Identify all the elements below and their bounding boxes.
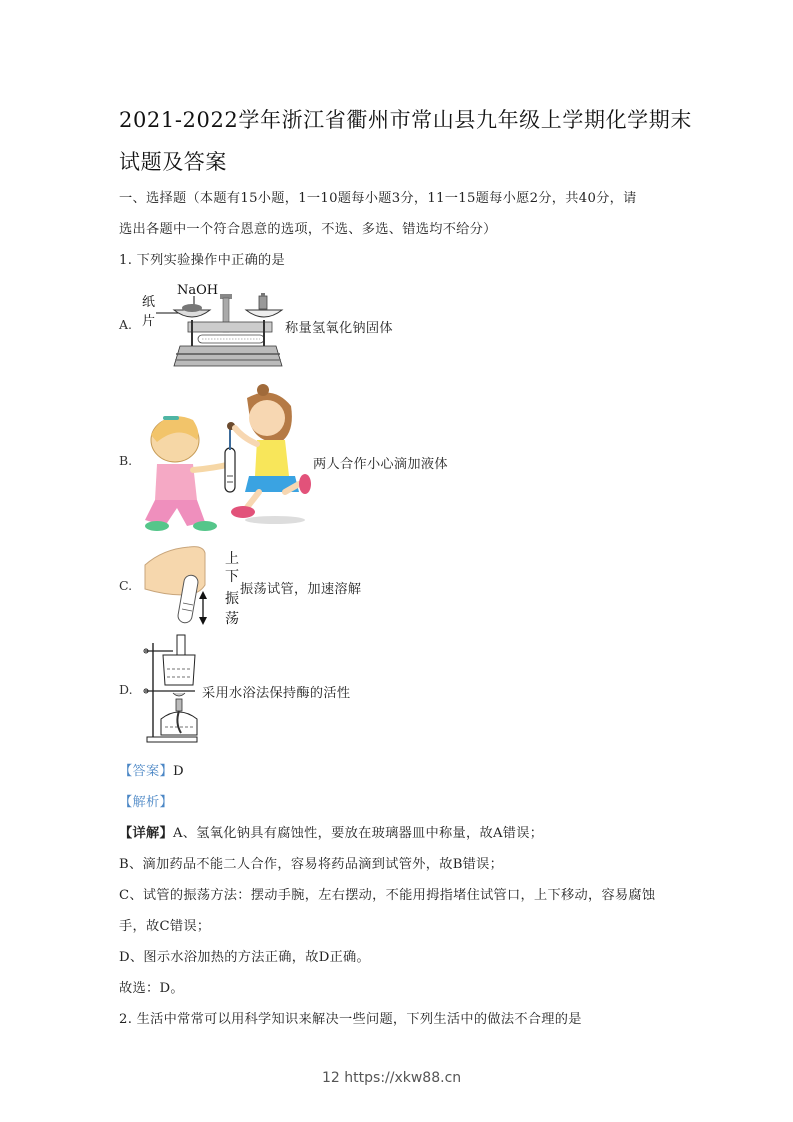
question-1-stem: 1. 下列实验操作中正确的是: [119, 253, 286, 268]
option-a-text: 称量氢氧化钠固体: [285, 321, 393, 336]
document-title-line-2: 试题及答案: [119, 150, 227, 174]
question-2-stem: 2. 生活中常常可以用科学知识来解决一些问题，下列生活中的做法不合理的是: [119, 1012, 582, 1027]
water-bath-apparatus-icon: [143, 633, 203, 745]
svg-text:片: 片: [142, 314, 156, 329]
svg-text:纸: 纸: [142, 295, 156, 310]
option-b-letter: B.: [119, 453, 133, 468]
detail-line-6: 故选：D。: [119, 981, 184, 996]
detail-label: 【详解】: [119, 826, 173, 841]
option-c-text: 振荡试管，加速溶解: [240, 582, 362, 597]
section-header-line-2: 选出各题中一个符合恩意的选项，不选、多选、错选均不给分）: [119, 222, 497, 237]
detail-line-2: B、滴加药品不能二人合作，容易将药品滴到试管外，故B错误；: [119, 857, 504, 872]
section-header-line-1: 一、选择题（本题有15小题，1一10题每小题3分，11一15题每小愿2分，共40分，请: [119, 191, 637, 206]
detail-line-3: C、试管的振荡方法：摆动手腕，左右摆动，不能用拇指堵住试管口，上下移动，容易腐蚀: [119, 888, 656, 903]
svg-text:振: 振: [225, 591, 239, 607]
hand-shaking-test-tube-icon: [143, 545, 243, 627]
analysis-label: 【解析】: [119, 795, 173, 810]
footer-url-link[interactable]: https://xkw88.cn: [344, 1070, 462, 1086]
option-d-figure-water-bath: [143, 633, 203, 745]
balance-scale-icon: [140, 280, 285, 370]
option-d-text: 采用水浴法保持酶的活性: [202, 686, 351, 701]
naoh-label: NaOH: [177, 283, 219, 298]
page-footer: [322, 1070, 461, 1086]
option-b-figure-illustration: [135, 380, 315, 540]
option-c-letter: C.: [119, 578, 133, 593]
svg-text:荡: 荡: [225, 611, 239, 627]
answer-value: D: [172, 764, 184, 779]
document-title-line-1: 2021-2022学年浙江省衢州市常山县九年级上学期化学期末: [119, 108, 692, 132]
svg-text:下: 下: [225, 569, 239, 585]
detail-line-5: D、图示水浴加热的方法正确，故D正确。: [119, 950, 371, 965]
detail-line-1: [119, 822, 543, 841]
option-c-figure-hand: [143, 545, 243, 627]
detail-line-4: 手，故C错误；: [119, 919, 211, 934]
option-a-letter: A.: [119, 317, 133, 332]
two-girls-dropper-icon: [135, 380, 315, 540]
page-number: 12: [322, 1070, 340, 1086]
option-d-letter: D.: [119, 682, 133, 697]
option-a-figure-balance: [140, 280, 285, 370]
svg-text:上: 上: [225, 551, 239, 567]
option-b-text: 两人合作小心滴加液体: [313, 457, 448, 472]
answer-label: 【答案】: [119, 764, 173, 779]
answer-line: [119, 760, 184, 779]
detail-text-a: A、氢氧化钠具有腐蚀性，要放在玻璃器皿中称量，故A错误；: [172, 826, 544, 841]
